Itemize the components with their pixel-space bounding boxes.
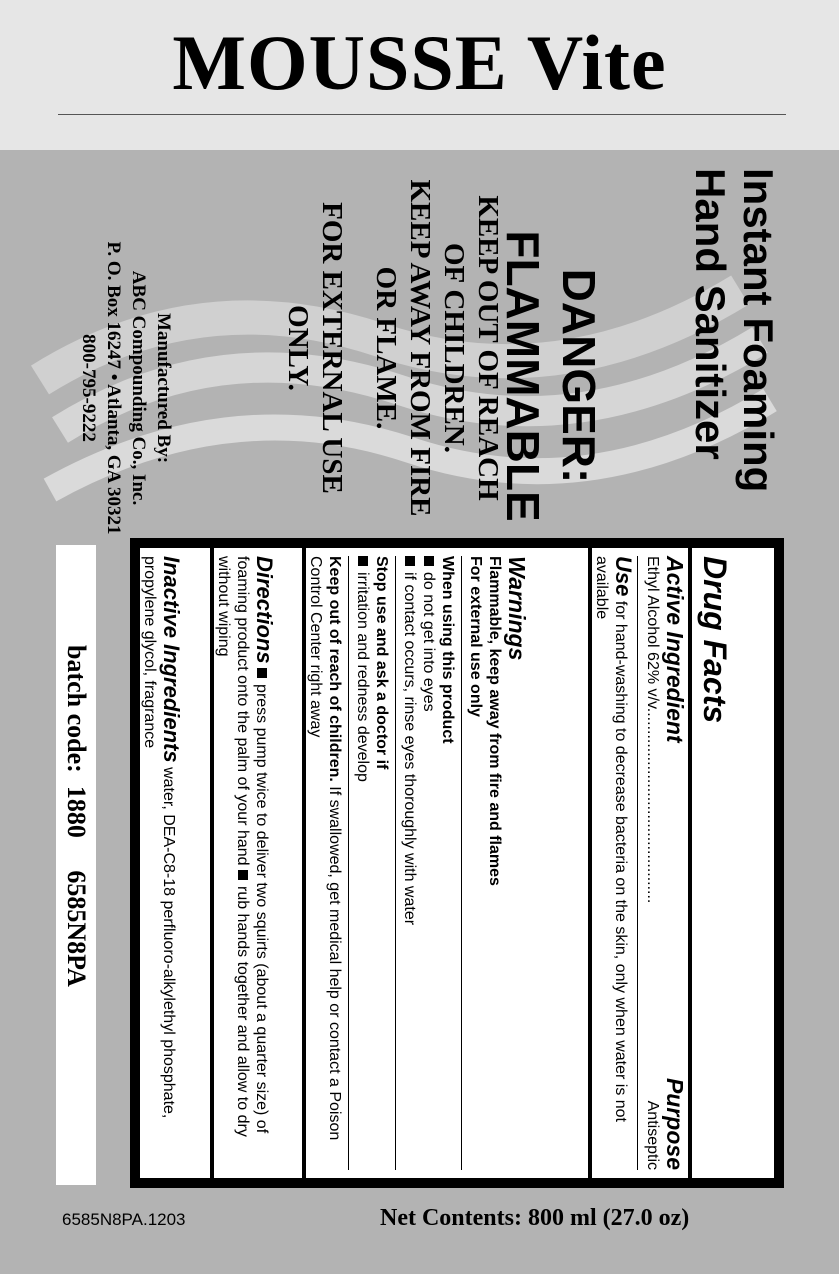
active-heading: Active Ingredient xyxy=(662,556,688,743)
directions-text: press pump twice to deliver two squirts (about a quarter size) of foaming product onto the palm of your hand xyxy=(234,556,270,1134)
manufacturer-line: ABC Compounding Co., Inc. xyxy=(128,270,149,506)
bullet-icon xyxy=(405,556,415,566)
caution-statements xyxy=(281,168,505,528)
brand-title: MOUSSE Vite xyxy=(172,19,667,106)
caution-line: OR FLAME. xyxy=(370,266,402,430)
product-name-line: Instant Foaming xyxy=(735,168,782,493)
keep-out-bold: Keep out of reach of children. xyxy=(326,556,343,782)
warn-flammable: Flammable, keep away from fire and flames xyxy=(486,556,503,886)
active-ingredient: Ethyl Alcohol 62% v/v............................................ xyxy=(644,556,661,904)
divider xyxy=(395,556,396,1170)
product-name-line: Hand Sanitizer xyxy=(687,168,734,460)
manufacturer-line: 800-795-9222 xyxy=(78,334,99,442)
caution-line: OF CHILDREN. xyxy=(438,243,470,453)
item-code: 6585N8PA.1203 xyxy=(62,1210,186,1229)
purpose-value: Antiseptic xyxy=(644,1100,661,1170)
when-using-item xyxy=(419,548,438,1178)
inactive-heading: Inactive Ingredients xyxy=(159,556,184,763)
inactive-section xyxy=(140,548,185,1178)
active-heading-row xyxy=(662,548,688,1178)
caution-line: ONLY. xyxy=(282,305,314,391)
caution-line: KEEP AWAY FROM FIRE xyxy=(404,179,436,517)
use-section xyxy=(592,548,636,1178)
bullet-icon xyxy=(257,668,267,678)
caution-line: KEEP OUT OF REACH xyxy=(472,195,504,501)
warnings-heading: Warnings xyxy=(504,556,530,661)
danger-line: FLAMMABLE xyxy=(497,230,549,522)
danger-warning xyxy=(495,196,607,556)
keep-out-section xyxy=(306,548,344,1178)
batch-code: batch code: 1880 6585N8PA xyxy=(62,645,91,987)
inactive-text: water, DEA-C8-18 perfluoro-alkylethyl phosphate, propylene glycol, fragrance xyxy=(141,556,177,1119)
facts-column-warnings xyxy=(306,548,588,1178)
drug-facts-panel xyxy=(130,538,784,1188)
when-using-text: if contact occurs, rinse eyes thoroughly with water xyxy=(401,572,418,926)
net-contents: Net Contents: 800 ml (27.0 oz) xyxy=(380,1205,690,1231)
stop-use-item xyxy=(353,548,372,1178)
batch-code-box xyxy=(56,545,96,1185)
manufacturer-line: Manufactured By: xyxy=(153,312,174,464)
divider xyxy=(461,556,462,1170)
danger-line: DANGER: xyxy=(553,268,605,484)
when-using-item xyxy=(400,548,419,1178)
bullet-icon xyxy=(358,556,368,566)
when-using-heading: When using this product xyxy=(439,556,456,744)
directions-heading: Directions xyxy=(252,556,277,664)
divider xyxy=(637,556,638,1170)
directions-text: rub hands together and allow to dry without wiping xyxy=(215,556,251,1137)
spacer xyxy=(349,168,369,528)
facts-column-inactive xyxy=(140,548,210,1178)
stop-use-heading: Stop use and ask a doctor if xyxy=(373,556,390,770)
bullet-icon xyxy=(238,870,248,880)
when-using-text: do not get into eyes xyxy=(420,572,437,712)
bullet-icon xyxy=(424,556,434,566)
active-ingredient-row xyxy=(642,548,662,1178)
keep-out-text: If swallowed, get medical help or contact a Poison Control Center right away xyxy=(307,556,343,1141)
stop-use-text: irritation and redness develop xyxy=(354,572,371,782)
facts-column-directions xyxy=(214,548,302,1178)
directions-section xyxy=(214,548,278,1178)
use-heading: Use xyxy=(611,556,636,597)
product-name xyxy=(686,168,782,588)
manufacturer-line: P. O. Box 16247 • Atlanta, GA 30321 xyxy=(103,241,124,535)
divider xyxy=(348,556,349,1170)
warn-external: For external use only xyxy=(467,556,484,717)
facts-column-active xyxy=(592,548,774,1178)
drug-facts-title: Drug Facts xyxy=(688,548,740,1178)
caution-line: FOR EXTERNAL USE xyxy=(316,202,348,494)
manufacturer-info xyxy=(76,238,176,538)
divider xyxy=(58,114,786,115)
purpose-heading: Purpose xyxy=(662,1077,688,1170)
use-text: for hand-washing to decrease bacteria on the skin, only when water is not available xyxy=(593,556,629,1122)
